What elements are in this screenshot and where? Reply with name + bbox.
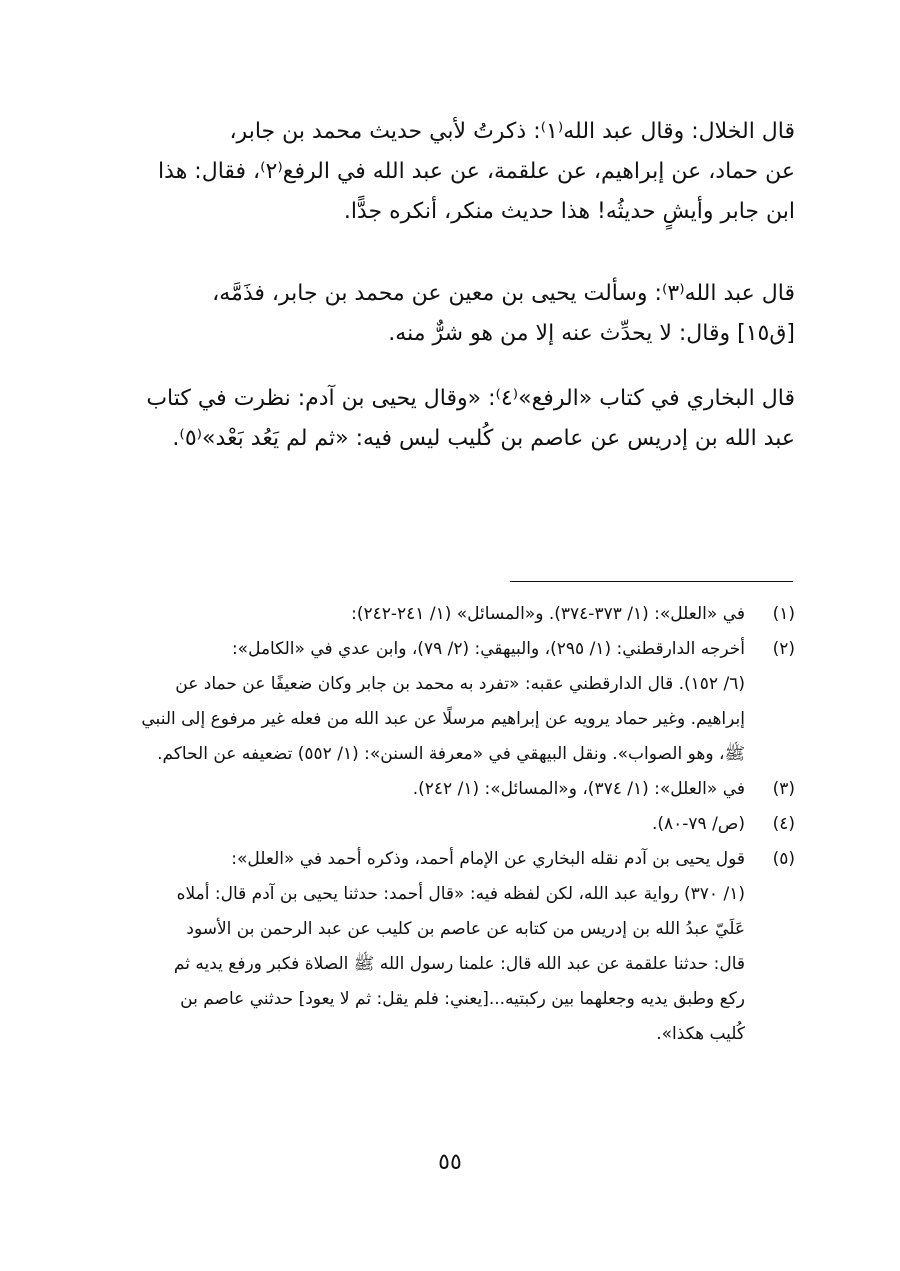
footnote-line: إبراهيم. وغير حماد يرويه عن إبراهيم مرسلًا عن عبد الله من فعله غير مرفوع إلى النبي [141, 709, 745, 729]
paragraph-abdullah [105, 274, 795, 354]
text-line: قال البخاري في كتاب «الرفع»⁽٤⁾: «وقال يحيى بن آدم: نظرت في كتاب [146, 386, 795, 411]
footnote-line: (٦/ ١٥٢). قال الدارقطني عقبه: «تفرد به محمد بن جابر وكان ضعيفًا عن حماد عن [175, 674, 745, 694]
text-line: [ق١٥] وقال: لا يحدِّث عنه إلا من هو شرٌّ منه. [388, 321, 795, 346]
footnote-line: أخرجه الدارقطني: (١/ ٢٩٥)، والبيهقي: (٢/ ٧٩)، وابن عدي في «الكامل»: [231, 639, 745, 659]
footnote-number: (٣) [772, 779, 795, 799]
paragraph-khallal [105, 112, 795, 232]
footnote-line: في «العلل»: (١/ ٣٧٣-٣٧٤). و«المسائل» (١/ ٢٤١-٢٤٢): [351, 604, 745, 624]
footnote-line: قال: حدثنا علقمة عن عبد الله قال: علمنا رسول الله ﷺ الصلاة فكبر ورفع يديه ثم [173, 954, 745, 974]
footnote-number: (٢) [772, 639, 795, 659]
footnotes [100, 597, 795, 1052]
footnote-line: ركع وطبق يديه وجعلهما بين ركبتيه...[يعني: فلم يقل: ثم لا يعود] حدثني عاصم بن [180, 989, 745, 1009]
text-line: قال الخلال: وقال عبد الله⁽١⁾: ذكرتُ لأبي حديث محمد بن جابر، [229, 119, 795, 144]
footnote-3 [100, 772, 795, 807]
footnote-2 [100, 632, 795, 772]
text-line: عن حماد، عن إبراهيم، عن علقمة، عن عبد الله في الرفع⁽٢⁾، فقال: هذا [158, 159, 795, 184]
paragraph-bukhari [105, 379, 795, 459]
footnote-line: (١/ ٣٧٠) رواية عبد الله، لكن لفظه فيه: «قال أحمد: حدثنا يحيى بن آدم قال: أملاه [176, 884, 745, 904]
text-line: ابن جابر وأيشٍ حديثُه! هذا حديث منكر، أنكره جدًّا. [343, 199, 795, 224]
footnote-line: عَلَيّ عبدُ الله بن إدريس من كتابه عن عاصم بن كليب عن عبد الرحمن بن الأسود [186, 919, 745, 939]
footnote-line: قول يحيى بن آدم نقله البخاري عن الإمام أحمد، وذكره أحمد في «العلل»: [231, 849, 745, 869]
footnote-line: ﷺ، وهو الصواب». ونقل البيهقي في «معرفة السنن»: (١/ ٥٥٢) تضعيفه عن الحاكم. [157, 744, 745, 764]
footnote-5 [100, 842, 795, 1052]
footnote-1 [100, 597, 795, 632]
footnote-number: (٥) [772, 849, 795, 869]
footnote-line: في «العلل»: (١/ ٣٧٤)، و«المسائل»: (١/ ٢٤٢). [412, 779, 745, 799]
footnote-number: (١) [772, 604, 795, 624]
page-number: ٥٥ [438, 1150, 462, 1175]
footnote-line: كُليب هكذا». [656, 1024, 745, 1044]
footnote-number: (٤) [772, 814, 795, 834]
text-line: قال عبد الله⁽٣⁾: وسألت يحيى بن معين عن محمد بن جابر، فذَمَّه، [212, 281, 795, 306]
footnote-separator [510, 581, 793, 582]
footnote-4 [100, 807, 795, 842]
footnote-line: (ص/ ٧٩-٨٠). [651, 814, 745, 834]
text-line: عبد الله بن إدريس عن عاصم بن كُليب ليس فيه: «ثم لم يَعُد بَعْد»⁽٥⁾. [172, 426, 795, 451]
